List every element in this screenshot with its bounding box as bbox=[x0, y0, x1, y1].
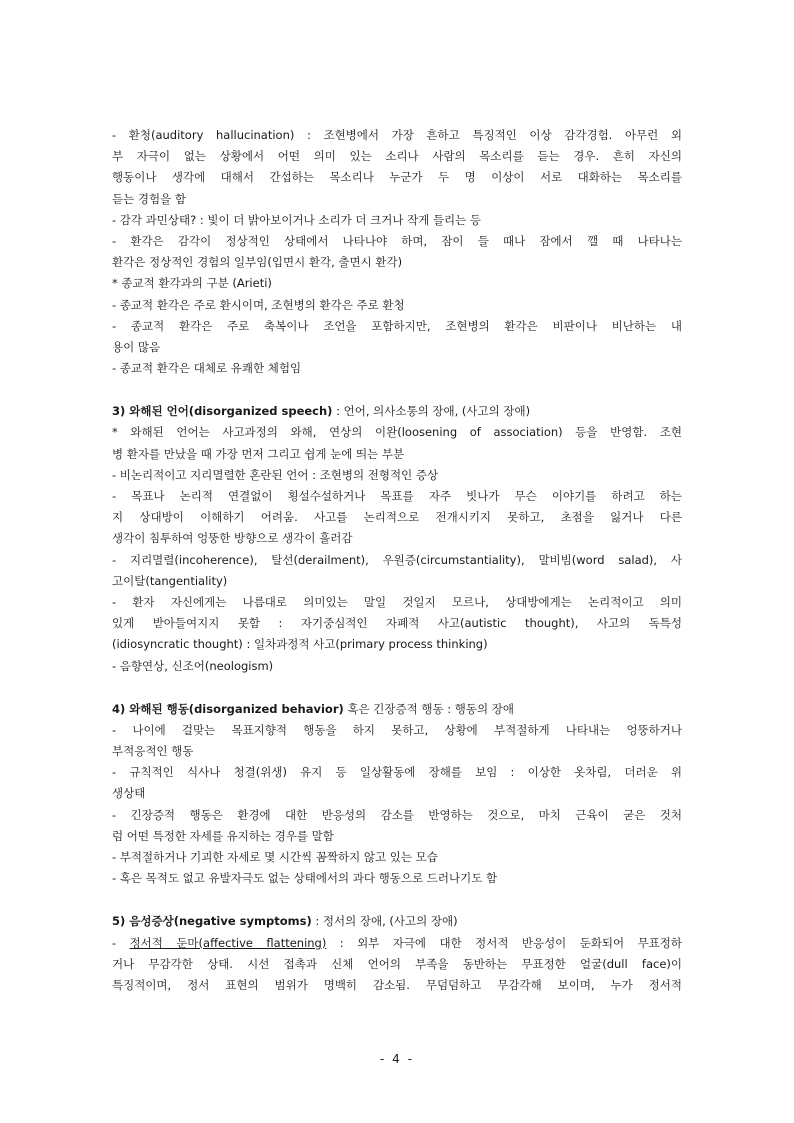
text-line: * 종교적 환각과의 구분 (Arieti) bbox=[112, 276, 272, 291]
section-subtitle: : 정서의 장애, (사고의 장애) bbox=[311, 914, 458, 929]
text-line: - 지리멸렬(incoherence), 탈선(derailment), 우원증(circumstantiality), 말비빔(word salad), 사 bbox=[112, 552, 682, 567]
text-line: (idiosyncratic thought) : 일차과정적 사고(primary process thinking) bbox=[112, 637, 488, 652]
line-continuation: : 외부 자극에 대한 정서적 반응성이 둔화되어 무표정하 bbox=[326, 935, 682, 950]
text-line: - 환자 자신에게는 나름대로 의미있는 말일 것일지 모르나, 상대방에게는 논리적이고 의미 bbox=[112, 594, 682, 609]
text-line: 환각은 정상적인 경험의 일부임(입면시 환각, 출면시 환각) bbox=[112, 255, 403, 270]
text-line: 부적응적인 행동 bbox=[112, 744, 194, 759]
text-line: * 와해된 언어는 사고과정의 와해, 연상의 이완(loosening of association) 등을 반영함. 조현 bbox=[112, 425, 682, 440]
text-line: 용이 많음 bbox=[112, 339, 161, 354]
text-line: - 규칙적인 식사나 청결(위생) 유지 등 일상활동에 장해를 보임 : 이상한 옷차림, 더러운 위 bbox=[112, 765, 682, 780]
text-line: - 음향연상, 신조어(neologism) bbox=[112, 658, 274, 673]
text-line: - 긴장증적 행동은 환경에 대한 반응성의 감소를 반영하는 것으로, 마치 근육이 굳은 것처 bbox=[112, 807, 682, 822]
text-line: - 혹은 목적도 없고 유발자극도 없는 상태에서의 과다 행동으로 드러나기도 함 bbox=[112, 871, 498, 886]
text-line: - 목표나 논리적 연결없이 횡설수설하거나 목표를 자주 빗나가 무슨 이야기를 하려고 하는 bbox=[112, 489, 682, 503]
text-line bbox=[112, 933, 682, 954]
text-line: - 종교적 환각은 주로 환시이며, 조현병의 환각은 주로 환청 bbox=[112, 297, 405, 312]
document-page bbox=[112, 125, 682, 996]
text-line: 거나 무감각한 상태. 시선 접촉과 신체 언어의 부족을 동반하는 무표정한 얼굴(dull face)이 bbox=[112, 956, 682, 971]
text-line: 고이탈(tangentiality) bbox=[112, 573, 228, 588]
text-line: 럼 어떤 특정한 자세를 유지하는 경우를 말함 bbox=[112, 828, 334, 843]
text-line: 부 자극이 없는 상황에서 어떤 의미 있는 소리나 사람의 목소리를 듣는 경우. 흔히 자신의 bbox=[112, 149, 682, 164]
text-line: 지 상대방이 이해하기 어려움. 사고를 논리적으로 전개시키지 못하고, 초점을 잃거나 다른 bbox=[112, 510, 682, 525]
text-line: 듣는 경험을 함 bbox=[112, 191, 186, 206]
hallucination-block bbox=[112, 125, 682, 379]
section-subtitle: : 언어, 의사소통의 장애, (사고의 장애) bbox=[332, 404, 531, 419]
section-subtitle: 혹은 긴장증적 행동 : 행동의 장애 bbox=[343, 701, 514, 716]
text-line: - 감각 과민상태? : 빛이 더 밝아보이거나 소리가 더 크거나 작게 들리는 등 bbox=[112, 212, 482, 227]
section-title: 4) 와해된 행동(disorganized behavior) bbox=[112, 701, 344, 716]
section-negative-symptoms bbox=[112, 911, 682, 996]
text-line: 생각이 침투하여 엉뚱한 방향으로 생각이 흘러감 bbox=[112, 531, 353, 546]
section-heading bbox=[112, 699, 682, 720]
section-disorganized-speech bbox=[112, 401, 682, 676]
bullet-prefix: - bbox=[112, 935, 130, 950]
text-line: - 종교적 환각은 대체로 유쾌한 체험임 bbox=[112, 361, 302, 376]
text-line: 생상태 bbox=[112, 786, 146, 801]
section-disorganized-behavior bbox=[112, 699, 682, 890]
section-heading bbox=[112, 401, 682, 422]
section-title: 3) 와해된 언어(disorganized speech) bbox=[112, 404, 333, 419]
section-heading bbox=[112, 911, 682, 932]
text-line: - 나이에 걸맞는 목표지향적 행동을 하지 못하고, 상황에 부적절하게 나타내는 엉뚱하거나 bbox=[112, 722, 682, 737]
text-line: - 환청(auditory hallucination) : 조현병에서 가장 흔하고 특징적인 이상 감각경험. 아무런 외 bbox=[112, 128, 682, 142]
section-title: 5) 음성증상(negative symptoms) bbox=[112, 914, 312, 929]
text-line: 병 환자를 만났을 때 가장 먼저 그리고 쉽게 눈에 띄는 부분 bbox=[112, 446, 405, 461]
text-line: 행동이나 생각에 대해서 간섭하는 목소리나 누군가 두 명 이상이 서로 대화하는 목소리를 bbox=[112, 170, 682, 185]
text-line: 있게 받아들여지지 못함 : 자기중심적인 자폐적 사고(autistic thought), 사고의 독특성 bbox=[112, 616, 682, 631]
underlined-term: 정서적 둔마(affective flattening) bbox=[129, 935, 327, 950]
page-number: - 4 - bbox=[380, 1052, 414, 1066]
text-line: - 부적절하거나 기괴한 자세로 몇 시간씩 꼼짝하지 않고 있는 모습 bbox=[112, 850, 438, 864]
text-line: - 환각은 감각이 정상적인 상태에서 나타나야 하며, 잠이 들 때나 잠에서 깰 때 나타나는 bbox=[112, 233, 682, 248]
text-line: - 비논리적이고 지리멸렬한 혼란된 언어 : 조현병의 전형적인 증상 bbox=[112, 467, 439, 482]
text-line: 특징적이며, 정서 표현의 범위가 명백히 감소됨. 무덤덤하고 무감각해 보이며, 누가 정서적 bbox=[112, 977, 682, 992]
text-line: - 종교적 환각은 주로 축복이나 조언을 포함하지만, 조현병의 환각은 비판이나 비난하는 내 bbox=[112, 318, 682, 333]
